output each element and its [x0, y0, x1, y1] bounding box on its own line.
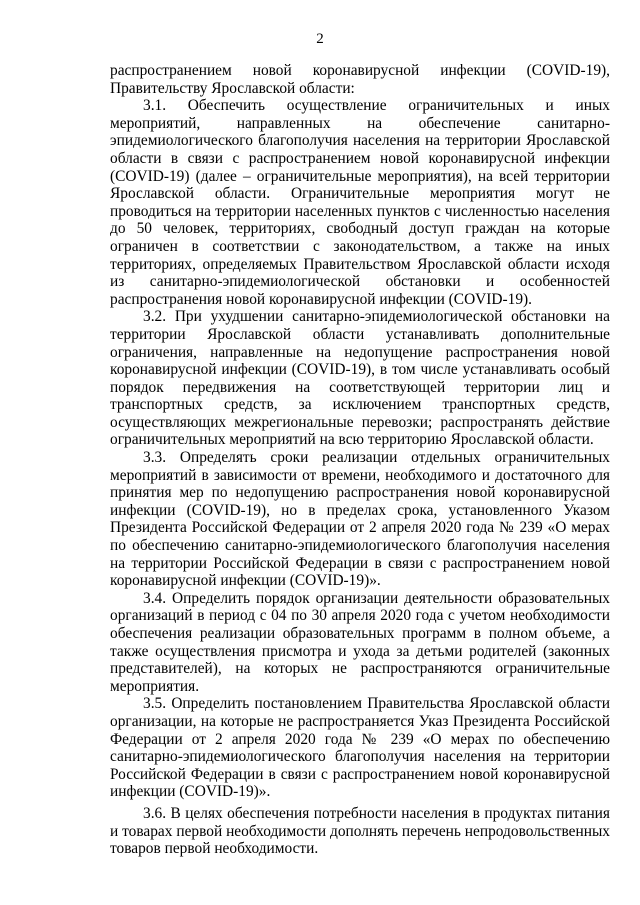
page-number: 2	[316, 31, 324, 47]
paragraph-continuation: распространением новой коронавирусной инфекции (COVID-19), Правительству Ярославской области:	[110, 62, 610, 97]
paragraph-3-6: 3.6. В целях обеспечения потребности населения в продуктах питания и товарах первой необходимости дополнять перечень непродовольственных товаров первой необходимости.	[110, 804, 610, 858]
paragraph-3-3: 3.3. Определять сроки реализации отдельных ограничительных мероприятий в зависимости от времени, необходимого и достаточного для принятия мер по недопущению распространения новой коронавирусной инфекции (COVID-19), но в пределах срока, установленного Указом Президента Российской Федерации от 2 апреля 2020 года № 239 «О мерах по обеспечению санитарно-эпидемиологического благополучия населения на территории Российской Федерации в связи с распространением новой коронавирусной инфекции (COVID-19)».	[110, 449, 610, 590]
paragraph-3-1: 3.1. Обеспечить осуществление ограничительных и иных мероприятий, направленных на обеспечение санитарно-эпидемиологического благополучия населения на территории Ярославской области в связи с распространением новой коронавирусной инфекции (COVID-19) (далее – ограничительные мероприятия), на всей территории Ярославской области. Ограничительные мероприятия могут не проводиться на территории населенных пунктов с численностью населения до 50 человек, территориях, свободный доступ граждан на которые ограничен в соответствии с законодательством, а также на иных территориях, определяемых Правительством Ярославской области исходя из санитарно-эпидемиологической обстановки и особенностей распространения новой коронавирусной инфекции (COVID-19).	[110, 97, 610, 308]
paragraph-3-4: 3.4. Определить порядок организации деятельности образовательных организаций в период с 04 по 30 апреля 2020 года с учетом необходимости обеспечения реализации образовательных программ в полном объеме, а также осуществления присмотра и ухода за детьми родителей (законных представителей), на которых не распространяются ограничительные мероприятия.	[110, 589, 610, 695]
paragraph-3-2: 3.2. При ухудшении санитарно-эпидемиологической обстановки на территории Ярославской области устанавливать дополнительные ограничения, направленные на недопущение распространения новой коронавирусной инфекции (COVID-19), в том числе устанавливать особый порядок передвижения на соответствующей территории лиц и транспортных средств, за исключением транспортных средств, осуществляющих межрегиональные перевозки; распространять действие ограничительных мероприятий на всю территорию Ярославской области.	[110, 308, 610, 449]
paragraph-3-5: 3.5. Определить постановлением Правительства Ярославской области организации, на которые не распространяется Указ Президента Российской Федерации от 2 апреля 2020 года № 239 «О мерах по обеспечению санитарно-эпидемиологического благополучия населения на территории Российской Федерации в связи с распространением новой коронавирусной инфекции (COVID-19)».	[110, 695, 610, 801]
document-body	[110, 62, 610, 858]
